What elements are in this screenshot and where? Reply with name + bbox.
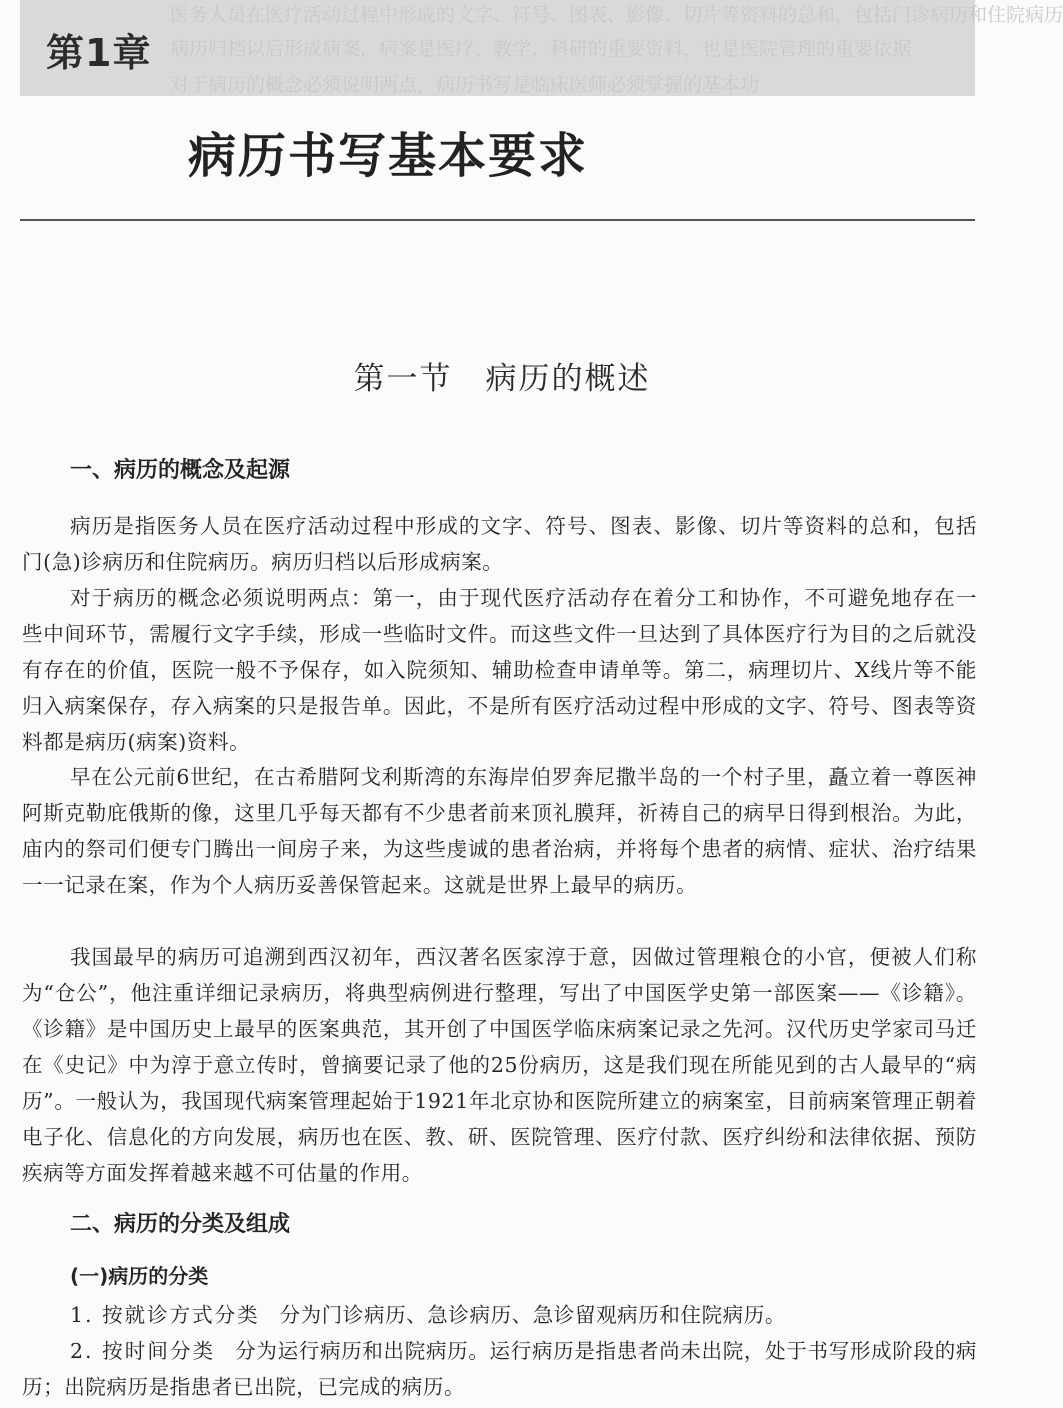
list-item-label: 1. 按就诊方式分类 [70, 1303, 260, 1327]
list-item-text: 分为门诊病历、急诊病历、急诊留观病历和住院病历。 [279, 1303, 786, 1327]
section-title: 第一节 病历的概述 [353, 361, 651, 397]
band-background-text-1: 医务人员在医疗活动过程中形成的文字、符号、图表、影像、切片等资料的总和，包括门诊病历和住院病历 [170, 4, 1063, 26]
chapter-header-band [20, 0, 1063, 96]
heading-classification: 二、病历的分类及组成 [70, 1212, 291, 1237]
paragraph-definition: 病历是指医务人员在医疗活动过程中形成的文字、符号、图表、影像、切片等资料的总和，包括门(急)诊病历和住院病历。病历归档以后形成病案。 [22, 514, 977, 574]
list-item-by-time [22, 1333, 977, 1405]
list-item-text: 分为运行病历和出院病历。运行病历是指患者尚未出院，处于书写形成阶段的病历；出院病历是指患者已出院，已完成的病历。 [22, 1339, 978, 1399]
chapter-number: 第1章 [46, 31, 152, 75]
list-item-by-visit [22, 1297, 977, 1333]
paragraph-two-points: 对于病历的概念必须说明两点：第一，由于现代医疗活动存在着分工和协作，不可避免地存在一些中间环节，需履行文字手续，形成一些临时文件。而这些文件一旦达到了具体医疗行为目的之后就没有存在的价值，医院一般不予保存，如入院须知、辅助检查申请单等。第二，病理切片、X线片等不能归入病案保存，存入病案的只是报告单。因此，不是所有医疗活动过程中形成的文字、符号、图表等资料都是病历(病案)资料。 [22, 586, 977, 754]
heading-concept-origin: 一、病历的概念及起源 [70, 458, 291, 483]
paragraph-china-history: 我国最早的病历可追溯到西汉初年，西汉著名医家淳于意，因做过管理粮仓的小官，便被人们称为“仓公”，他注重详细记录病历，将典型病例进行整理，写出了中国医学史第一部医案——《诊籍》。《诊籍》是中国历史上最早的医案典范，其开创了中国医学临床病案记录之先河。汉代历史学家司马迁在《史记》中为淳于意立传时，曾摘要记录了他的25份病历，这是我们现在所能见到的古人最早的“病历”。一般认为，我国现代病案管理起始于1921年北京协和医院所建立的病案室，目前病案管理正朝着电子化、信息化的方向发展，病历也在医、教、研、医院管理、医疗付款、医疗纠纷和法律依据、预防疾病等方面发挥着越来越不可估量的作用。 [22, 945, 977, 1185]
band-background-text-2: 病历归档以后形成病案，病案是医疗、教学、科研的重要资料，也是医院管理的重要依据 [170, 38, 912, 60]
list-item-label: 2. 按时间分类 [70, 1339, 216, 1363]
title-divider [20, 219, 975, 221]
chapter-title: 病历书写基本要求 [188, 128, 589, 184]
band-background-text-3: 对于病历的概念必须说明两点，病历书写是临床医师必须掌握的基本功 [170, 74, 760, 96]
subheading-classification: (一)病历的分类 [70, 1264, 209, 1288]
paragraph-ancient-greece: 早在公元前6世纪，在古希腊阿戈利斯湾的东海岸伯罗奔尼撒半岛的一个村子里，矗立着一尊医神阿斯克勒庇俄斯的像，这里几乎每天都有不少患者前来顶礼膜拜，祈祷自己的病早日得到根治。为此，庙内的祭司们便专门腾出一间房子来，为这些虔诚的患者治病，并将每个患者的病情、症状、治疗结果一一记录在案，作为个人病历妥善保管起来。这就是世界上最早的病历。 [22, 765, 977, 897]
